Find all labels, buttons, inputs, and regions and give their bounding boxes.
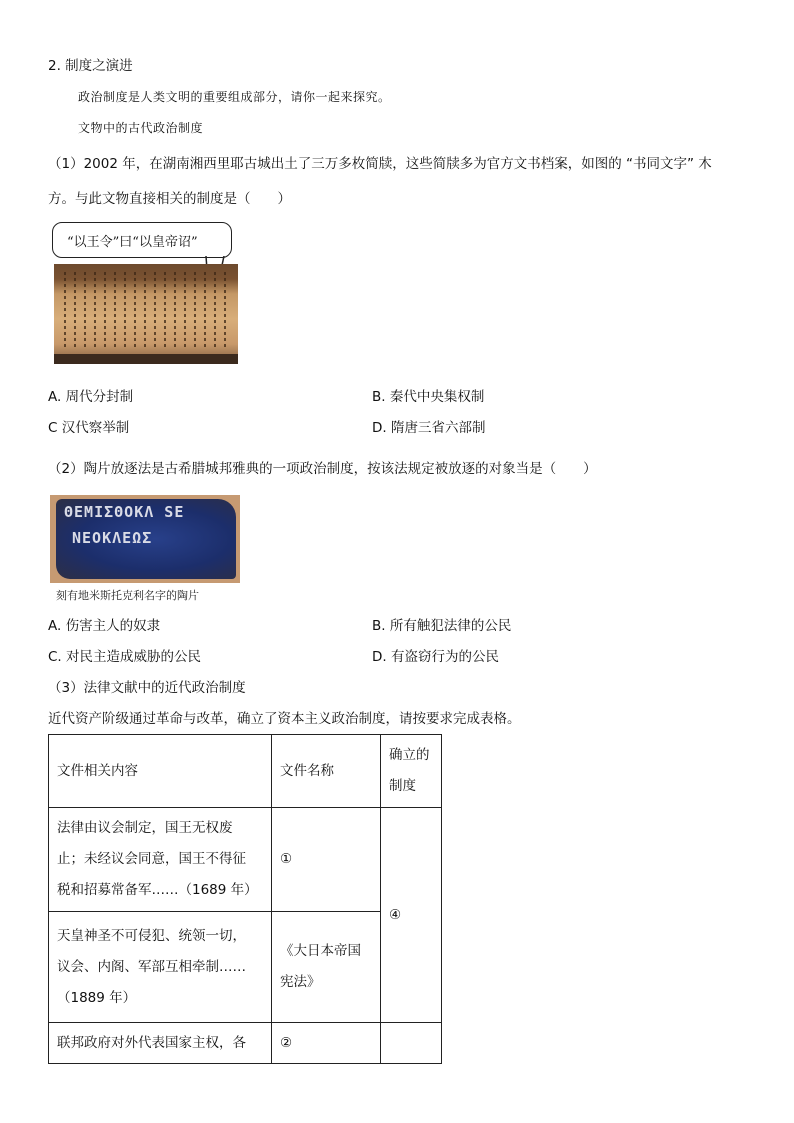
row1-name-blank[interactable]: ① [272,808,381,912]
q3-title: （3）法律文献中的近代政治制度 [48,680,246,696]
ostracon-image [50,495,240,583]
header-system: 确立的 制度 [381,735,442,808]
row2-content: 天皇神圣不可侵犯、统领一切， 议会、内阁、军部互相牵制…… （1889 年） [49,912,272,1023]
table-header-row [49,735,442,808]
q1-stem-line2: 方。与此文物直接相关的制度是（ ） [48,191,291,207]
bubble-text: “以王令”曰“以皇帝诏” [67,235,198,250]
header-content: 文件相关内容 [49,735,272,808]
speech-bubble [52,222,232,258]
q2-option-d[interactable]: D. 有盗窃行为的公民 [372,649,499,665]
q2-option-b[interactable]: B. 所有触犯法律的公民 [372,618,512,634]
row2-name: 《大日本帝国 宪法》 [272,912,381,1023]
ostracon-inscription-line2: NEOKΛEΩΣ [72,529,153,547]
q2-stem: （2）陶片放逐法是古希腊城邦雅典的一项政治制度，按该法规定被放逐的对象当是（ ） [48,461,597,477]
q1-option-a[interactable]: A. 周代分封制 [48,389,134,405]
row3-name-blank[interactable]: ② [272,1023,381,1064]
table-row [49,1023,442,1064]
q1-option-c[interactable]: C 汉代察举制 [48,420,130,436]
ostracon-caption: 刻有地米斯托克利名字的陶片 [56,589,199,602]
q3-instruction: 近代资产阶级通过革命与改革，确立了资本主义政治制度，请按要求完成表格。 [48,711,521,727]
table-row [49,808,442,912]
row3-system-blank[interactable] [381,1023,442,1064]
q1-stem-line1: （1）2002 年，在湖南湘西里耶古城出土了三万多枚简牍，这些简牍多为官方文书档案，如图的 “书同文字” 木 [48,156,712,172]
merged-system-blank[interactable]: ④ [381,808,442,1023]
section-subheading: 文物中的古代政治制度 [78,121,204,135]
q1-option-d[interactable]: D. 隋唐三省六部制 [372,420,486,436]
ostracon-figure [50,495,240,605]
section-intro: 政治制度是人类文明的重要组成部分，请你一起来探究。 [78,90,391,104]
q2-option-c[interactable]: C. 对民主造成威胁的公民 [48,649,202,665]
wooden-slip-figure [52,222,242,367]
ostracon-inscription-line1: ΘEMIΣΘOKΛ SE [64,503,185,521]
section-heading: 2. 制度之演进 [48,58,133,74]
header-name: 文件名称 [272,735,381,808]
row3-content: 联邦政府对外代表国家主权，各 [49,1023,272,1064]
row1-content: 法律由议会制定，国王无权废 止；未经议会同意，国王不得征 税和招募常备军……（1689 年） [49,808,272,912]
political-system-table [48,734,442,1064]
wooden-slip-image [54,264,238,364]
q1-option-b[interactable]: B. 秦代中央集权制 [372,389,485,405]
q2-option-a[interactable]: A. 伤害主人的奴隶 [48,618,161,634]
